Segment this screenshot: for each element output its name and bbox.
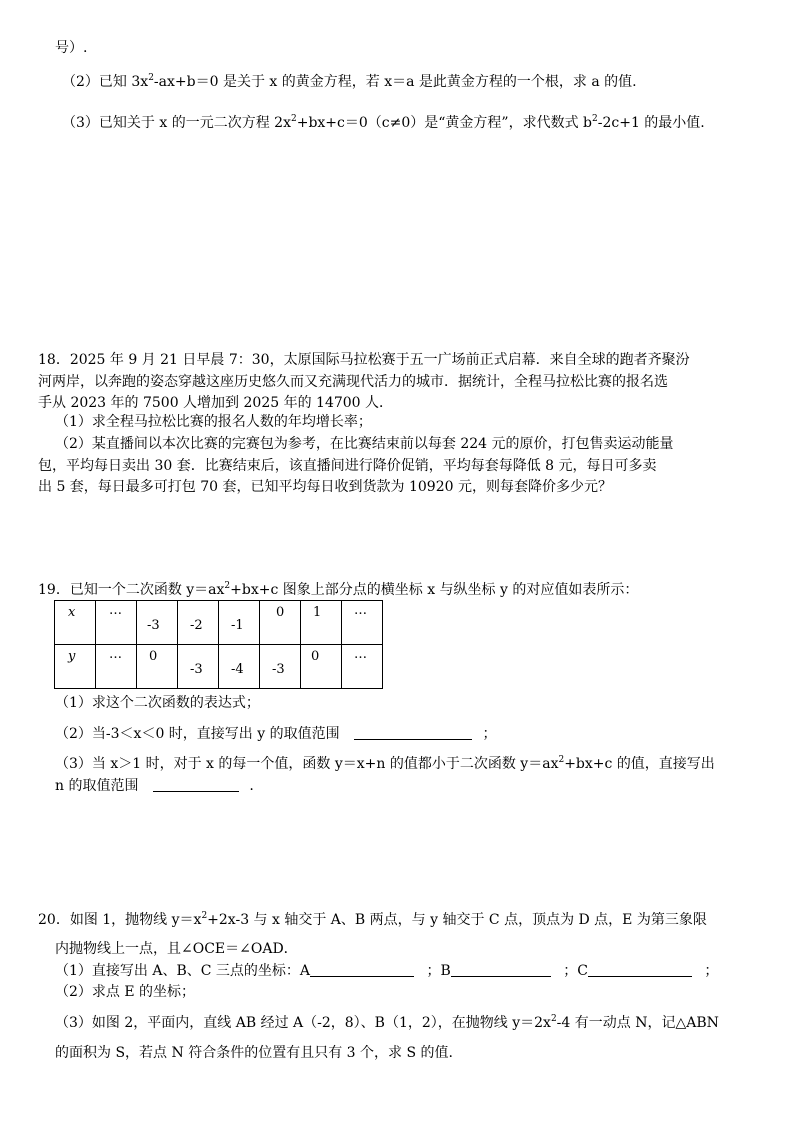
q17-part3-exp1: 2 [290,114,297,124]
q19-part3-end: . [249,778,254,794]
q17-part3-num: （3） [62,115,99,131]
table-cell: -3 [137,601,178,645]
q19-part2-text: （2）当-3＜x＜0 时，直接写出 y 的取值范围 [55,726,340,742]
answer-blank-n-range[interactable] [153,777,239,792]
table-cell: -2 [178,601,219,645]
q20-part1 [55,961,718,981]
table-cell: 0 [260,601,301,645]
answer-blank-y-range[interactable] [354,725,472,740]
q20-stem-exp: 2 [201,911,208,921]
q17-part2 [62,72,637,92]
q19-part3-text-b: +bx+c 的值，直接写出 [564,756,715,772]
q17-part2-text-b: -ax+b＝0 是关于 x 的黄金方程，若 x＝a 是此黄金方程的一个根，求 a 的值. [153,74,637,90]
q19-part3-line1 [55,754,715,774]
q18-stem-line3: 手从 2023 年的 7500 人增加到 2025 年的 14700 人． [38,395,394,411]
q19-stem [38,580,638,600]
q20-part3-text-b: -4 有一动点 N，记△ABN [556,1015,719,1031]
q20-part3-exp: 2 [550,1014,557,1024]
q18-part2-line2: 包，平均每日卖出 30 套．比赛结束后，该直播间进行降价促销，平均每套每降低 8 元，每日可多卖 [38,458,657,474]
q19-stem-exp: 2 [224,581,231,591]
q18-stem-line2: 河两岸，以奔跑的姿态穿越这座历史悠久而又充满现代活力的城市．据统计，全程马拉松比赛的报名选 [38,374,668,390]
table-cell: -3 [178,645,219,689]
value-table [54,600,383,689]
q18-part2-line3: 出 5 套，每日最多可打包 70 套，已知平均每日收到货款为 10920 元，则每套降价多少元？ [38,479,612,495]
q20-part1-text: （1）直接写出 A、B、C 三点的坐标：A [55,963,311,979]
q17-part2-num: （2） [62,74,99,90]
table-cell: 1 [301,601,342,645]
q17-part3-exp2: 2 [592,114,598,124]
table-cell: … [96,601,137,645]
answer-blank-b[interactable] [451,962,551,977]
q19-part2 [55,724,497,744]
q20-part1-end: ； [704,963,719,979]
q18-part1: （1）求全程马拉松比赛的报名人数的年均增长率； [55,414,372,430]
table-cell: 0 [301,645,342,689]
q20-stem-b: +2x-3 与 x 轴交于 A、B 两点，与 y 轴交于 C 点，顶点为 D 点，E 为第三象限 [207,912,707,928]
q17-tail: 号）. [55,40,88,56]
table-row-x [55,601,383,645]
table-cell: -3 [260,645,301,689]
q20-part3-line2: 的面积为 S，若点 N 符合条件的位置有且只有 3 个，求 S 的值. [55,1045,453,1061]
q20-part1-b-label: ；B [426,963,451,979]
q17-part3-text-b: +bx+c＝0（c≠0）是“黄金方程”，求代数式 b [296,115,592,131]
q19-part1: （1）求这个二次函数的表达式； [55,695,260,711]
table-cell-y-label: y [55,645,96,689]
table-cell: -4 [219,645,260,689]
q20-stem-line2: 内抛物线上一点，且∠OCE＝∠OAD． [55,941,298,957]
q17-part2-text-a: 已知 3x [98,74,149,90]
table-cell: … [342,601,383,645]
q20-part2: （2）求点 E 的坐标； [55,984,196,1000]
answer-blank-a[interactable] [310,962,414,977]
q19-part3-text-c: n 的取值范围 [55,778,139,794]
q17-part3-text-a: 已知关于 x 的一元二次方程 2x [98,115,291,131]
table-row-y [55,645,383,689]
q20-stem-line1 [38,910,707,930]
table-cell-x-label: x [55,601,96,645]
q19-part2-end: ； [482,726,497,742]
q18-stem-line1: 18．2025 年 9 月 21 日早晨 7：30，太原国际马拉松赛于五一广场前正式启幕．来自全球的跑者齐聚汾 [38,352,690,368]
q19-stem-b: +bx+c 图象上部分点的横坐标 x 与纵坐标 y 的对应值如表所示： [230,582,639,598]
q19-stem-a: 19．已知一个二次函数 y＝ax [38,582,225,598]
table-cell: … [96,645,137,689]
table-cell: … [342,645,383,689]
q17-part3-text-c: -2c+1 的最小值. [597,115,705,131]
q17-part3 [62,113,705,133]
table-cell: -1 [219,601,260,645]
q19-part3-line2 [55,776,254,796]
q19-part3-text-a: （3）当 x＞1 时，对于 x 的每一个值，函数 y＝x+n 的值都小于二次函数 y＝ax [55,756,559,772]
q20-part3-text-a: （3）如图 2，平面内，直线 AB 经过 A（-2，8）、B（1，2），在抛物线 y＝2x [55,1015,551,1031]
q20-part1-c-label: ；C [563,963,588,979]
q19-part3-exp: 2 [558,755,565,765]
answer-blank-c[interactable] [588,962,692,977]
q17-part2-exp: 2 [148,73,154,83]
q20-part3-line1 [55,1013,719,1033]
table-cell: 0 [137,645,178,689]
q18-part2-line1: （2）某直播间以本次比赛的完赛包为参考，在比赛结束前以每套 224 元的原价，打包售卖运动能量 [55,436,674,452]
q20-stem-a: 20．如图 1，抛物线 y＝x [38,912,202,928]
